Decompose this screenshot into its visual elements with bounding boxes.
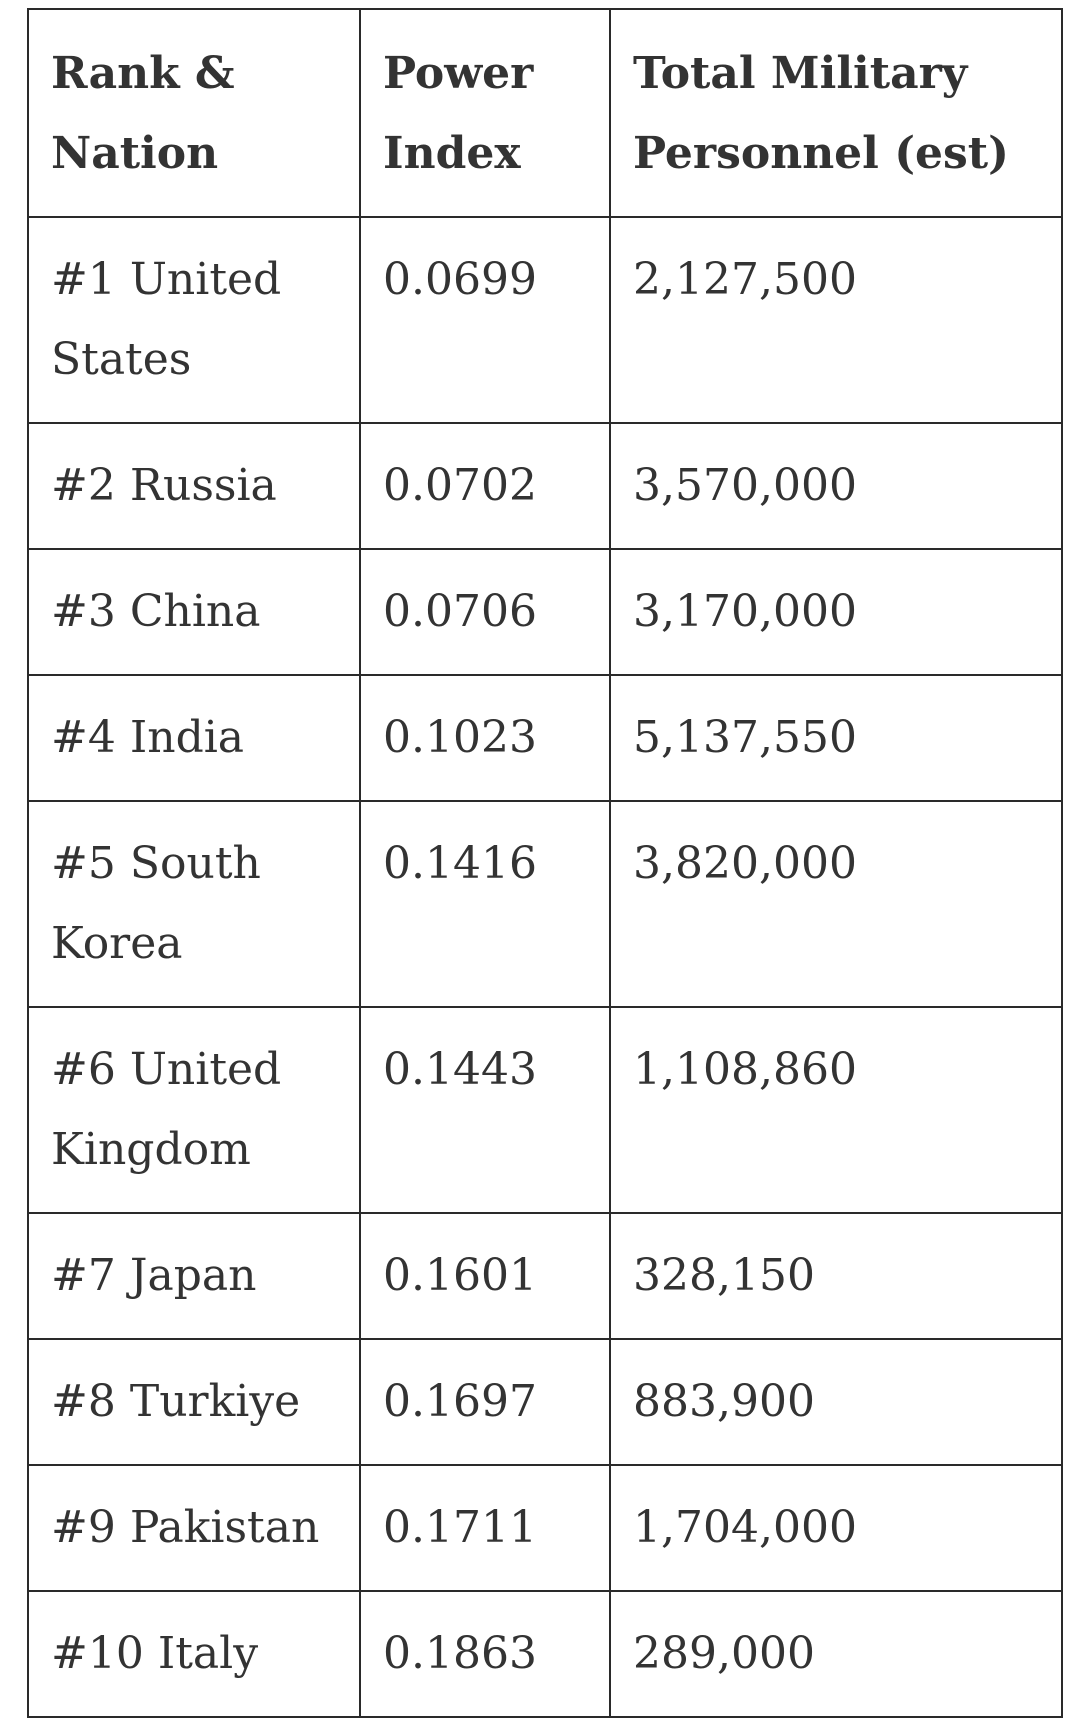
cell-power-index: 0.1711 <box>360 1465 610 1591</box>
header-power-index: Power Index <box>360 9 610 217</box>
table-row <box>28 801 1062 1007</box>
cell-rank-nation: #5 South Korea <box>28 801 360 1007</box>
cell-power-index: 0.0702 <box>360 423 610 549</box>
cell-personnel: 3,170,000 <box>610 549 1062 675</box>
cell-power-index: 0.1023 <box>360 675 610 801</box>
table-row <box>28 1213 1062 1339</box>
header-rank-nation: Rank & Nation <box>28 9 360 217</box>
cell-rank-nation: #4 India <box>28 675 360 801</box>
cell-personnel: 328,150 <box>610 1213 1062 1339</box>
cell-power-index: 0.0699 <box>360 217 610 423</box>
table-row <box>28 217 1062 423</box>
cell-rank-nation: #3 China <box>28 549 360 675</box>
cell-power-index: 0.0706 <box>360 549 610 675</box>
cell-personnel: 3,570,000 <box>610 423 1062 549</box>
header-personnel: Total Military Personnel (est) <box>610 9 1062 217</box>
table-row <box>28 1339 1062 1465</box>
military-ranking-table <box>27 8 1063 1718</box>
table-row <box>28 549 1062 675</box>
cell-personnel: 2,127,500 <box>610 217 1062 423</box>
cell-personnel: 883,900 <box>610 1339 1062 1465</box>
table-row <box>28 1465 1062 1591</box>
cell-personnel: 5,137,550 <box>610 675 1062 801</box>
cell-power-index: 0.1601 <box>360 1213 610 1339</box>
table-row <box>28 1007 1062 1213</box>
cell-power-index: 0.1443 <box>360 1007 610 1213</box>
cell-personnel: 289,000 <box>610 1591 1062 1717</box>
cell-rank-nation: #9 Pakistan <box>28 1465 360 1591</box>
cell-personnel: 1,108,860 <box>610 1007 1062 1213</box>
table-header-row <box>28 9 1062 217</box>
table-row <box>28 423 1062 549</box>
cell-rank-nation: #7 Japan <box>28 1213 360 1339</box>
cell-rank-nation: #2 Russia <box>28 423 360 549</box>
cell-rank-nation: #8 Turkiye <box>28 1339 360 1465</box>
cell-personnel: 1,704,000 <box>610 1465 1062 1591</box>
cell-power-index: 0.1416 <box>360 801 610 1007</box>
cell-power-index: 0.1697 <box>360 1339 610 1465</box>
cell-personnel: 3,820,000 <box>610 801 1062 1007</box>
cell-rank-nation: #6 United Kingdom <box>28 1007 360 1213</box>
table-row <box>28 1591 1062 1717</box>
cell-rank-nation: #1 United States <box>28 217 360 423</box>
cell-rank-nation: #10 Italy <box>28 1591 360 1717</box>
cell-power-index: 0.1863 <box>360 1591 610 1717</box>
table-row <box>28 675 1062 801</box>
